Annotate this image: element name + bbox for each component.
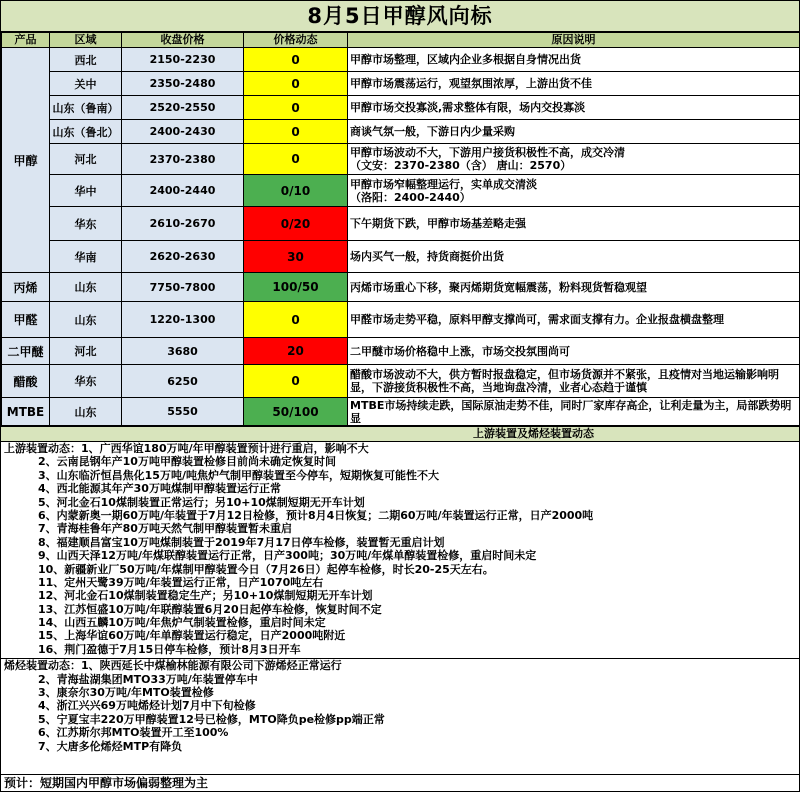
olefin-item: 烯烃装置动态：1、陕西延长中煤榆林能源有限公司下游烯烃正常运行 (4, 659, 342, 673)
reason-cell: 二甲醚市场价格稳中上涨，市场交投氛围尚可 (348, 338, 800, 365)
olefin-item: 2、青海盐湖集团MTO33万吨/年装置停车中 (38, 672, 258, 686)
reason-cell: 场内买气一般，持货商挺价出货 (348, 241, 800, 273)
olefin-notes (1, 659, 799, 753)
price-cell: 1220-1300 (122, 302, 244, 338)
price-cell: 7750-7800 (122, 273, 244, 302)
price-cell: 3680 (122, 338, 244, 365)
upstream-item: 9、山西天泽12万吨/年煤联醇装置运行正常，日产300吨；30万吨/年煤单醇装置检修，重启时间未定 (38, 549, 537, 563)
upstream-item: 10、新疆新业厂50万吨/年煤制甲醇装置今日（7月26日）起停车检修，时长20-25天左右。 (38, 562, 494, 576)
region-cell: 关中 (50, 72, 122, 96)
change-cell: 0/20 (244, 207, 348, 241)
product-cell: 丙烯 (2, 273, 50, 302)
price-cell: 2400-2430 (122, 120, 244, 144)
upstream-item: 4、西北能源其年产30万吨煤制甲醇装置运行正常 (38, 482, 281, 496)
price-cell: 2150-2230 (122, 48, 244, 72)
upstream-item: 13、江苏恒盛10万吨/年联醇装置6月20日起停车检修，恢复时间不定 (38, 602, 382, 616)
change-cell: 100/50 (244, 273, 348, 302)
region-cell: 华中 (50, 175, 122, 207)
change-cell: 0 (244, 96, 348, 120)
upstream-item: 16、荆门盈德于7月15日停车检修，预计8月3日开车 (38, 642, 301, 656)
upstream-item: 3、山东临沂恒昌焦化15万吨/吨焦炉气制甲醇装置至今停车，短期恢复可能性不大 (38, 468, 439, 482)
olefin-item: 3、康奈尔30万吨/年MTO装置检修 (38, 686, 214, 700)
report-title: 8月5日甲醇风向标 (1, 1, 799, 32)
product-cell: MTBE (2, 398, 50, 426)
upstream-notes (1, 442, 799, 656)
upstream-item: 上游装置动态：1、广西华谊180万吨/年甲醇装置预计进行重启，影响不大 (4, 442, 369, 455)
upstream-item: 5、河北金石10煤制装置正常运行；另10+10煤制短期无开车计划 (38, 495, 365, 509)
change-cell: 0 (244, 365, 348, 398)
header-price: 收盘价格 (122, 33, 244, 48)
price-cell: 2520-2550 (122, 96, 244, 120)
price-cell: 2610-2670 (122, 207, 244, 241)
price-cell: 6250 (122, 365, 244, 398)
table-row (2, 365, 800, 398)
reason-cell: 甲醇市场波动不大，下游用户接货积极性不高，成交冷清 （文安：2370-2380（含） 唐山：2570） (348, 144, 800, 175)
price-cell: 2620-2630 (122, 241, 244, 273)
region-cell: 华东 (50, 207, 122, 241)
table-row (2, 48, 800, 72)
forecast-text: 预计：短期国内甲醇市场偏弱整理为主 (1, 774, 799, 791)
change-cell: 0 (244, 72, 348, 96)
product-cell: 甲醛 (2, 302, 50, 338)
table-row (2, 144, 800, 175)
product-methanol: 甲醇 (2, 48, 50, 273)
table-row (2, 96, 800, 120)
reason-cell: 甲醇市场整理，区域内企业多根据自身情况出货 (348, 48, 800, 72)
upstream-item: 2、云南昆钢年产10万吨甲醇装置检修目前尚未确定恢复时间 (38, 455, 336, 469)
region-cell: 河北 (50, 144, 122, 175)
olefin-item: 6、江苏斯尔邦MTO装置开工至100% (38, 726, 229, 740)
table-row (2, 302, 800, 338)
header-product: 产品 (2, 33, 50, 48)
region-cell: 山东（鲁北） (50, 120, 122, 144)
table-row (2, 338, 800, 365)
region-cell: 西北 (50, 48, 122, 72)
table-row (2, 72, 800, 96)
change-cell: 0 (244, 302, 348, 338)
olefin-item: 7、大唐多伦烯烃MTP有降负 (38, 739, 183, 753)
header-region: 区域 (50, 33, 122, 48)
table-row (2, 175, 800, 207)
reason-cell: 醋酸市场波动不大，供方暂时报盘稳定，但市场货源并不紧张，且疫情对当地运输影响明显，下游接货积极性不高，当地询盘冷清，业者心态趋于谨慎 (348, 365, 800, 398)
reason-cell: 甲醛市场走势平稳，原料甲醇支撑尚可，需求面支撑有力。企业报盘横盘整理 (348, 302, 800, 338)
price-cell: 5550 (122, 398, 244, 426)
olefin-item: 5、宁夏宝丰220万甲醇装置12号已检修，MTO降负pe检修pp端正常 (38, 712, 385, 726)
header-change: 价格动态 (244, 33, 348, 48)
upstream-item: 14、山西五麟10万吨/年焦炉气制装置检修，重启时间未定 (38, 616, 326, 630)
olefin-item: 4、浙江兴兴69万吨烯烃计划7月中下旬检修 (38, 699, 256, 713)
reason-cell: 下午期货下跌，甲醇市场基差略走强 (348, 207, 800, 241)
region-cell: 山东 (50, 398, 122, 426)
region-cell: 华南 (50, 241, 122, 273)
reason-cell: 丙烯市场重心下移，聚丙烯期货宽幅震荡，粉料现货暂稳观望 (348, 273, 800, 302)
upstream-item: 8、福建顺昌富宝10万吨煤制装置于2019年7月17日停车检修，装置暂无重启计划 (38, 535, 445, 549)
table-row (2, 273, 800, 302)
section-band: 上游装置及烯烃装置动态 (1, 426, 799, 442)
reason-cell: 甲醇市场震荡运行，观望氛围浓厚，上游出货不佳 (348, 72, 800, 96)
change-cell: 0 (244, 48, 348, 72)
table-row (2, 398, 800, 426)
reason-cell: 甲醇市场窄幅整理运行，实单成交清淡 （洛阳：2400-2440） (348, 175, 800, 207)
reason-cell: MTBE市场持续走跌，国际原油走势不佳，同时厂家库存高企，让利走量为主，局部跌势明显 (348, 398, 800, 426)
price-cell: 2370-2380 (122, 144, 244, 175)
header-reason: 原因说明 (348, 33, 800, 48)
region-cell: 河北 (50, 338, 122, 365)
change-cell: 50/100 (244, 398, 348, 426)
change-cell: 0 (244, 144, 348, 175)
upstream-item: 6、内蒙新奥一期60万吨/年装置于7月12日检修，预计8月4日恢复；二期60万吨/年装置运行正常，日产2000吨 (38, 508, 594, 522)
table-row (2, 120, 800, 144)
table-header-row (2, 33, 800, 48)
reason-cell: 甲醇市场交投寡淡,需求整体有限，场内交投寡淡 (348, 96, 800, 120)
upstream-item: 12、河北金石10煤制装置稳定生产；另10+10煤制短期无开车计划 (38, 589, 373, 603)
change-cell: 20 (244, 338, 348, 365)
reason-cell: 商谈气氛一般，下游日内少量采购 (348, 120, 800, 144)
change-cell: 30 (244, 241, 348, 273)
change-cell: 0 (244, 120, 348, 144)
upstream-item: 11、定州天鹭39万吨/年装置运行正常，日产1070吨左右 (38, 575, 324, 589)
change-cell: 0/10 (244, 175, 348, 207)
product-cell: 醋酸 (2, 365, 50, 398)
price-cell: 2400-2440 (122, 175, 244, 207)
region-cell: 山东 (50, 302, 122, 338)
price-cell: 2350-2480 (122, 72, 244, 96)
product-cell: 二甲醚 (2, 338, 50, 365)
upstream-item: 15、上海华谊60万吨/年单醇装置运行稳定，日产2000吨附近 (38, 629, 346, 643)
table-row (2, 207, 800, 241)
price-table (1, 32, 800, 426)
region-cell: 山东（鲁南） (50, 96, 122, 120)
region-cell: 华东 (50, 365, 122, 398)
region-cell: 山东 (50, 273, 122, 302)
table-row (2, 241, 800, 273)
upstream-item: 7、青海桂鲁年产80万吨天然气制甲醇装置暂未重启 (38, 522, 292, 536)
